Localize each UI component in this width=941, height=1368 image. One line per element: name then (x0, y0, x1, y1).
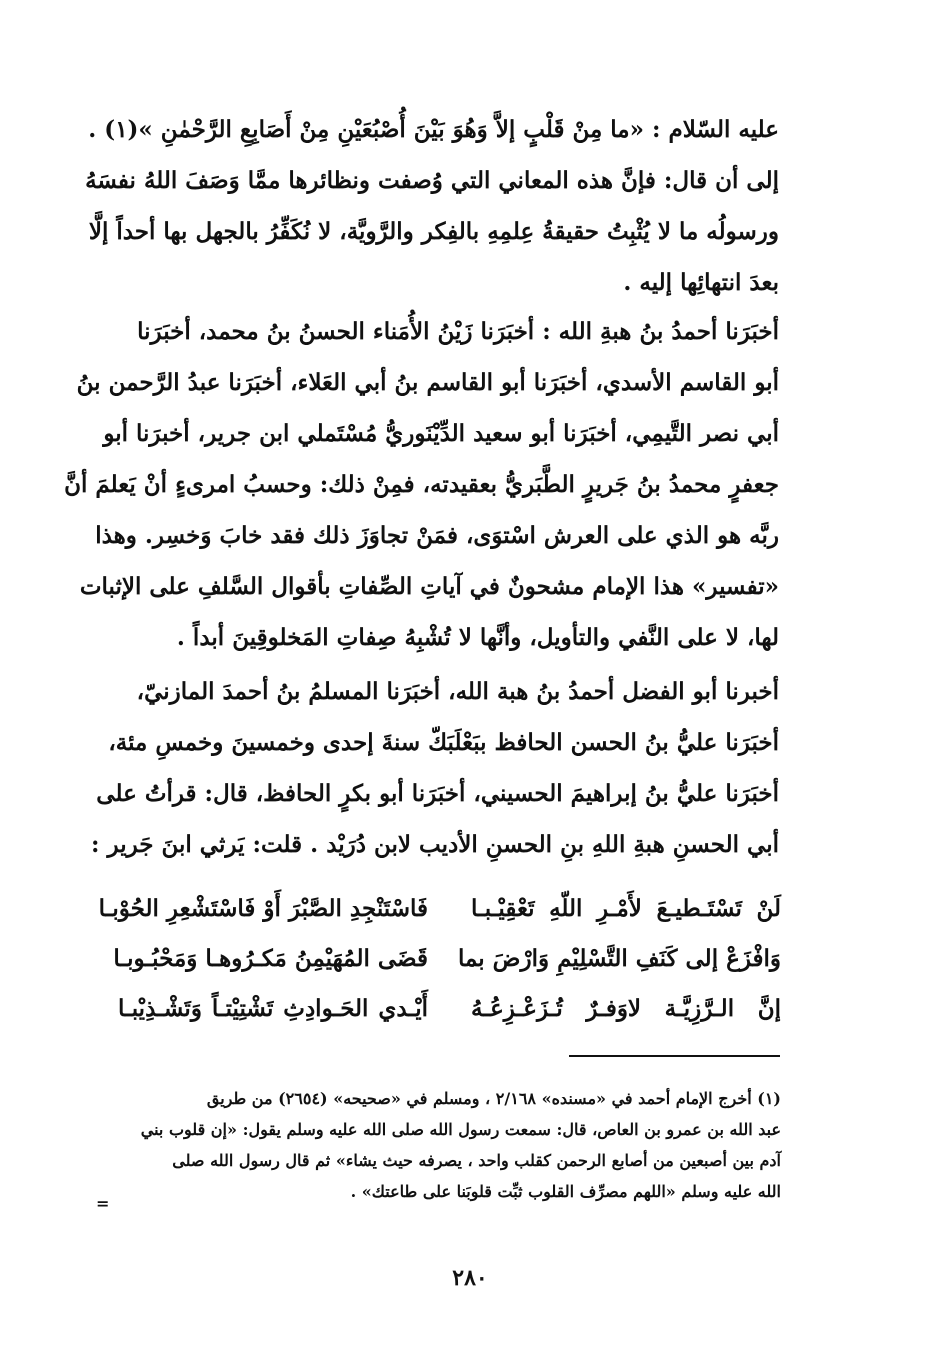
text-line: بعدَ انتهائِها إليه . (623, 269, 779, 296)
text-line: إلى أن قال: فإنَّ هذه المعاني التي وُصفت ونظائرها ممَّا وَصَفَ اللهُ نفسَهُ (85, 167, 779, 194)
poem-verse (113, 934, 781, 984)
footnote-line: الله عليه وسلم «اللهم مصرِّف القلوب ثبِّت قلوبَنا على طاعتك» . (350, 1182, 781, 1201)
poem-verse (98, 884, 781, 934)
continuation-mark: = (96, 1194, 110, 1213)
text-line: أخبرنا أبو الفضل أحمدُ بنُ هبة الله، أخبَرَنا المسلمُ بنُ أحمدَ المازنيّ، (136, 678, 779, 705)
paragraph-3 (91, 666, 779, 870)
text-line: أبو القاسم الأسدي، أخبَرَنا أبو القاسم بنُ أبي العَلاء، أخبَرَنا عبدُ الرَّحمن بنُ (76, 369, 779, 396)
poem-first-hemistich: لَنْ تَسْتَـطيـعَ لأَمْـرِ اللّهِ تَعْقِيْـبـا (471, 895, 781, 922)
poem-first-hemistich: إنَّ الـرَّزِيَّـة لاوَفـرٌ تُـزَعْـزِعُـهُ (471, 995, 781, 1022)
text-line: «تفسير» هذا الإمام مشحونٌ في آياتِ الصِّفاتِ بأقوال السَّلفِ على الإثبات (79, 573, 779, 600)
text-line: ربَّه هو الذي على العرش اسْتوَى، فمَنْ تجاوَزَ ذلك فقد خابَ وَخسِر. وهذا (95, 522, 779, 549)
footnote-separator (569, 1055, 780, 1057)
text-line: جعفرٍ محمدُ بنُ جَريرٍ الطَّبَريُّ بعقيدته، فمِنْ ذلك: وحسبُ امرىءٍ أنْ يَعلمَ أنَّ (64, 471, 779, 498)
footnote-line: (١) أخرج الإمام أحمد في «مسنده» ٢/١٦٨ ، ومسلم في «صحيحه» (٢٦٥٤) من طريق (206, 1089, 781, 1108)
poem-second-hemistich: أَيْـدي الحَـوادِثِ تَشْتِيْتـاً وَتَشْـذِيْبـا (118, 995, 428, 1022)
poem-second-hemistich: قَضَى المُهَيْمِنُ مَكـرُوهـا وَمَحْبُـوبـا (113, 945, 428, 972)
text-line: لها، لا على النَّفي والتأويل، وأنَّها لا تُشْبِهُ صِفاتِ المَخلوقِينَ أبداً . (176, 624, 779, 651)
text-line: أبي نصر التَّيمِي، أخبَرَنا أبو سعيد الدِّيْنَوريُّ مُسْتَملي ابن جرير، أخبرَنا أبو (103, 420, 779, 447)
footnotes (118, 1083, 781, 1207)
text-line: أخبَرَنا عليُّ بنُ إبراهيمَ الحسيني، أخبَرَنا أبو بكرٍ الحافظ، قال: قرأتُ على (96, 780, 779, 807)
text-line: أخبَرَنا أحمدُ بنُ هبةِ الله : أخبَرَنا زَيْنُ الأُمَناء الحسنُ بنُ محمد، أخبَرَنا (137, 318, 779, 345)
footnote-line: عبد الله بن عمرو بن العاص، قال: سمعت رسول الله صلى الله عليه وسلم يقول: «إن قلوب بني (140, 1120, 781, 1139)
page-number: ٢٨٠ (452, 1265, 488, 1291)
poem-verse (118, 984, 781, 1034)
footnote-line: آدم بين أصبعين من أصابع الرحمن كقلب واحد ، يصرفه حيث يشاء» ثم قال رسول الله صلى (172, 1151, 781, 1170)
text-line: ورسولُه ما لا يُثْبِتُ حقيقةُ عِلمِهِ بالفِكر والرَّويَّة، لا نُكَفِّرُ بالجهل بها أحداً إلَّا (88, 218, 779, 245)
paragraph-1 (85, 104, 779, 308)
poem-first-hemistich: وَافْزَعْ إلى كَنَفِ التَّسْلِيْمِ وَارْضَ بما (457, 945, 781, 972)
text-line: أبي الحسنِ هبةِ اللهِ بنِ الحسنِ الأديب لابن دُرَيْد . قلت: يَرثي ابنَ جَرير : (91, 831, 779, 858)
text-line: عليه السّلام : «ما مِنْ قَلْبٍ إلاَّ وَهُوَ بَيْنَ أُصْبُعَيْنِ مِنْ أَصَابِعِ الرَّحْمٰنِ »(١) . (88, 116, 779, 143)
poem (98, 884, 781, 1034)
poem-second-hemistich: فَاسْتَنْجِدِ الصَّبْرَ أَوْ فَاسْتَشْعِرِ الحُوْبـا (98, 895, 428, 922)
paragraph-2 (64, 306, 779, 663)
text-line: أخبَرَنا عليُّ بنُ الحسن الحافظ ببَعْلَبَكّ سنةَ إحدى وخمسينَ وخمسِ مئة، (108, 729, 779, 756)
